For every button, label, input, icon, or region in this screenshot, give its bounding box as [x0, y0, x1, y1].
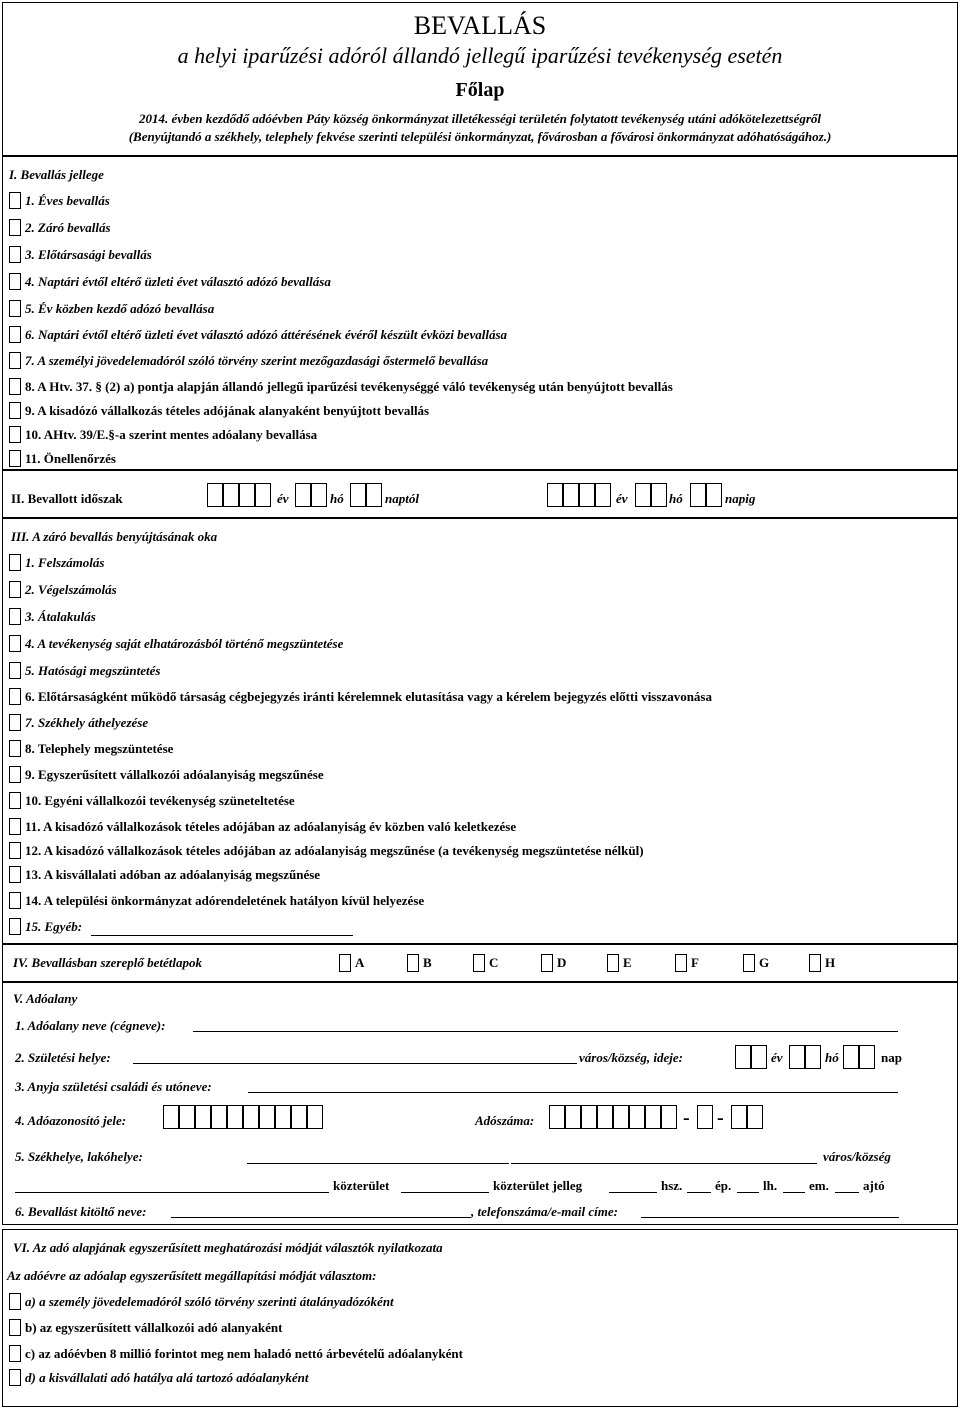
door-line[interactable]: [835, 1192, 859, 1193]
declaration-type-checkbox[interactable]: [9, 450, 21, 467]
closing-reason-label: 2. Végelszámolás: [25, 582, 117, 597]
birth-year-box[interactable]: [751, 1045, 767, 1069]
period-to-month-label: hó: [669, 491, 683, 506]
closing-reason-label: 10. Egyéni vállalkozói tevékenység szüneteltetése: [25, 793, 295, 808]
declaration-type-label: 2. Záró bevallás: [25, 220, 111, 235]
declaration-type-label: 10. AHtv. 39/E.§-a szerint mentes adóalany bevallása: [25, 427, 318, 442]
section-taxpayer: [2, 982, 958, 1225]
birth-month-box[interactable]: [805, 1045, 821, 1069]
section-1-heading: I. Bevallás jellege: [9, 167, 104, 182]
period-to-year-box[interactable]: [579, 483, 595, 507]
section-4-heading: IV. Bevallásban szereplő betétlapok: [13, 955, 202, 970]
declaration-type-checkbox[interactable]: [9, 300, 21, 317]
birth-month-label: hó: [825, 1050, 839, 1065]
closing-reason-label: 9. Egyszerűsített vállalkozói adóalanyiság megszűnése: [25, 767, 324, 782]
closing-reason-label: 6. Előtársaságként működő társaság cégbejegyzés iránti kérelemnek elutasítása vagy a kérelem bejegyzés előtti visszavonása: [25, 689, 712, 704]
tax-id-box[interactable]: [243, 1105, 259, 1129]
tax-id-box[interactable]: [227, 1105, 243, 1129]
street-type-label: közterület jelleg: [493, 1178, 583, 1193]
header-section: [2, 2, 958, 156]
tax-number-box[interactable]: [597, 1105, 613, 1129]
attachment-letter: F: [691, 955, 699, 970]
declaration-type-checkbox[interactable]: [9, 402, 21, 419]
attachment-letter: B: [423, 955, 432, 970]
period-to-year-box[interactable]: [563, 483, 579, 507]
attachment-checkbox[interactable]: [541, 954, 553, 972]
period-to-day-box[interactable]: [706, 483, 722, 507]
tax-id-box[interactable]: [163, 1105, 179, 1129]
form-page-label: Főlap: [455, 79, 505, 101]
simplified-method-label: c) az adóévben 8 millió forintot meg nem haladó nettó árbevételű adóalanyként: [25, 1346, 463, 1361]
seat-city-label: város/község: [823, 1149, 891, 1164]
birth-month-box[interactable]: [789, 1045, 805, 1069]
tax-number-county-box[interactable]: [731, 1105, 747, 1129]
period-to-year-box[interactable]: [547, 483, 563, 507]
simplified-method-checkbox[interactable]: [9, 1369, 21, 1386]
closing-reason-checkbox[interactable]: [9, 892, 21, 909]
declaration-type-checkbox[interactable]: [9, 273, 21, 290]
house-number-label: hsz.: [661, 1178, 683, 1193]
tax-number-box[interactable]: [645, 1105, 661, 1129]
attachment-letter: A: [355, 955, 365, 970]
tax-id-box[interactable]: [291, 1105, 307, 1129]
tax-number-label: Adószáma:: [475, 1113, 535, 1128]
closing-reason-label: 12. A kisadózó vállalkozások tételes adójában az adóalanyiság megszűnése (a tevékenység megszüntetése nélkül): [25, 843, 644, 858]
period-to-day-box[interactable]: [690, 483, 706, 507]
taxpayer-name-label: 1. Adóalany neve (cégneve):: [15, 1018, 166, 1033]
street-label: közterület: [333, 1178, 390, 1193]
period-from-year-box[interactable]: [255, 483, 271, 507]
closing-reason-checkbox[interactable]: [9, 714, 21, 731]
simplified-method-label: b) az egyszerűsített vállalkozói adó alanyaként: [25, 1320, 283, 1335]
section-attachments: [2, 944, 958, 982]
filler-phone-label: , telefonszáma/e-mail címe:: [471, 1204, 618, 1219]
birth-day-box[interactable]: [843, 1045, 859, 1069]
closing-reason-label: 4. A tevékenység saját elhatározásból történő megszüntetése: [25, 636, 344, 651]
attachment-checkbox[interactable]: [339, 954, 351, 972]
simplified-method-checkbox[interactable]: [9, 1293, 21, 1310]
declaration-type-label: 1. Éves bevallás: [25, 193, 110, 208]
filler-name-label: 6. Bevallást kitöltő neve:: [15, 1204, 147, 1219]
period-from-month-label: hó: [330, 491, 344, 506]
filler-name-line[interactable]: [171, 1217, 471, 1218]
closing-reason-label: 13. A kisvállalati adóban az adóalanyiság megszűnése: [25, 867, 321, 882]
street-type-line[interactable]: [401, 1192, 489, 1193]
closing-reason-label: 5. Hatósági megszüntetés: [25, 663, 161, 678]
door-label: ajtó: [863, 1178, 885, 1193]
period-to-year-label: év: [616, 491, 628, 506]
floor-label: em.: [809, 1178, 829, 1193]
period-from-day-label: naptól: [385, 491, 419, 506]
tax-number-box[interactable]: [629, 1105, 645, 1129]
declaration-type-label: 9. A kisadózó vállalkozás tételes adójának alanyaként benyújtott bevallás: [25, 403, 430, 418]
attachment-checkbox[interactable]: [607, 954, 619, 972]
simplified-method-checkbox[interactable]: [9, 1319, 21, 1336]
closing-reason-checkbox[interactable]: [9, 688, 21, 705]
declaration-type-checkbox[interactable]: [9, 219, 21, 236]
attachment-checkbox[interactable]: [809, 954, 821, 972]
tax-number-box[interactable]: [549, 1105, 565, 1129]
closing-reason-checkbox[interactable]: [9, 662, 21, 679]
section-3-heading: III. A záró bevallás benyújtásának oka: [11, 529, 218, 544]
street-line[interactable]: [15, 1192, 329, 1193]
declaration-type-label: 11. Önellenőrzés: [25, 451, 116, 466]
section-period: [2, 470, 958, 518]
seat-city-line[interactable]: [511, 1163, 817, 1164]
attachment-letter: C: [489, 955, 499, 970]
declaration-type-label: 5. Év közben kezdő adózó bevallása: [25, 301, 215, 316]
birth-year-label: év: [771, 1050, 783, 1065]
declaration-type-checkbox[interactable]: [9, 426, 21, 443]
form-title: BEVALLÁS: [413, 11, 547, 40]
birth-day-label: nap: [881, 1050, 902, 1065]
closing-reason-checkbox[interactable]: [9, 581, 21, 598]
birth-year-box[interactable]: [735, 1045, 751, 1069]
tax-id-label: 4. Adóazonosító jele:: [15, 1113, 127, 1128]
attachment-checkbox[interactable]: [407, 954, 419, 972]
filler-phone-line[interactable]: [641, 1217, 899, 1218]
tax-number-box[interactable]: [565, 1105, 581, 1129]
tax-number-box[interactable]: [661, 1105, 677, 1129]
stairway-label: lh.: [763, 1178, 778, 1193]
declaration-type-label: 8. A Htv. 37. § (2) a) pontja alapján állandó jellegű iparűzési tevékenységgé váló tevékenység után benyújtott bevallás: [25, 379, 673, 394]
attachment-checkbox[interactable]: [743, 954, 755, 972]
house-number-line[interactable]: [609, 1192, 657, 1193]
period-from-year-box[interactable]: [239, 483, 255, 507]
declaration-type-checkbox[interactable]: [9, 352, 21, 369]
attachment-letter: G: [759, 955, 770, 970]
closing-reason-label: 3. Átalakulás: [25, 609, 96, 624]
simplified-method-label: a) a személy jövedelemadóról szóló törvény szerinti átalányadózóként: [25, 1294, 394, 1309]
attachment-letter: D: [557, 955, 567, 970]
tax-number-box[interactable]: [581, 1105, 597, 1129]
closing-reason-checkbox[interactable]: [9, 740, 21, 757]
attachment-checkbox[interactable]: [473, 954, 485, 972]
attachment-letter: H: [825, 955, 836, 970]
mother-name-label: 3. Anyja születési családi és utóneve:: [15, 1079, 212, 1094]
closing-reason-label: 11. A kisadózó vállalkozások tételes adójában az adóalanyiság év közben való keletkezése: [25, 819, 517, 834]
taxpayer-name-line[interactable]: [193, 1031, 898, 1032]
closing-reason-checkbox[interactable]: [9, 766, 21, 783]
closing-reason-label: 1. Felszámolás: [25, 555, 105, 570]
tax-number-dash-1: -: [683, 1107, 690, 1129]
tax-id-box[interactable]: [195, 1105, 211, 1129]
city-date-label: város/község, ideje:: [579, 1050, 683, 1065]
declaration-type-label: 7. A személyi jövedelemadóról szóló törvény szerint mezőgazdasági őstermelő bevallása: [25, 353, 489, 368]
other-reason-line[interactable]: [91, 935, 353, 936]
declaration-type-checkbox[interactable]: [9, 192, 21, 209]
declaration-type-label: 3. Előtársasági bevallás: [25, 247, 152, 262]
closing-reason-label: 14. A települési önkormányzat adórendeletének hatályon kívül helyezése: [25, 893, 425, 908]
period-to-year-box[interactable]: [595, 483, 611, 507]
tax-number-county-box[interactable]: [747, 1105, 763, 1129]
closing-reason-checkbox[interactable]: [9, 554, 21, 571]
section-2-heading: II. Bevallott időszak: [11, 491, 123, 506]
birth-place-line[interactable]: [133, 1063, 577, 1064]
section-5-heading: V. Adóalany: [13, 991, 78, 1006]
tax-number-box[interactable]: [613, 1105, 629, 1129]
closing-reason-checkbox[interactable]: [9, 918, 21, 935]
tax-number-vat-box[interactable]: [697, 1105, 713, 1129]
section-6-intro: Az adóévre az adóalap egyszerűsített megállapítási módját választom:: [7, 1268, 377, 1283]
stairway-line[interactable]: [737, 1192, 759, 1193]
floor-line[interactable]: [783, 1192, 805, 1193]
attachment-letter: E: [623, 955, 632, 970]
seat-label: 5. Székhelye, lakóhelye:: [15, 1149, 143, 1164]
declaration-type-label: 4. Naptári évtől eltérő üzleti évet választó adózó bevallása: [25, 274, 331, 289]
period-from-year-box[interactable]: [223, 483, 239, 507]
closing-reason-checkbox[interactable]: [9, 792, 21, 809]
tax-id-box[interactable]: [179, 1105, 195, 1129]
tax-id-box[interactable]: [307, 1105, 323, 1129]
declaration-type-label: 6. Naptári évtől eltérő üzleti évet választó adózó áttérésének évéről készült évközi bevallása: [25, 327, 508, 342]
closing-reason-checkbox[interactable]: [9, 866, 21, 883]
period-to-month-box[interactable]: [651, 483, 667, 507]
form-subtitle: a helyi iparűzési adóról állandó jellegű iparűzési tevékenység esetén: [177, 43, 783, 68]
seat-postcode-line[interactable]: [247, 1163, 509, 1164]
section-6-heading: VI. Az adó alapjának egyszerűsített meghatározási módját választók nyilatkozata: [13, 1240, 443, 1255]
simplified-method-label: d) a kisvállalati adó hatálya alá tartozó adóalanyként: [25, 1370, 309, 1385]
period-from-day-box[interactable]: [366, 483, 382, 507]
closing-reason-label: 15. Egyéb:: [25, 919, 83, 934]
tax-number-dash-2: -: [717, 1107, 724, 1129]
period-from-year-box[interactable]: [207, 483, 223, 507]
period-from-month-box[interactable]: [295, 483, 311, 507]
section-closing-reason: [2, 518, 958, 944]
attachment-checkbox[interactable]: [675, 954, 687, 972]
birth-day-box[interactable]: [859, 1045, 875, 1069]
closing-reason-label: 8. Telephely megszüntetése: [25, 741, 174, 756]
section-simplified-method: [2, 1229, 958, 1407]
period-from-month-box[interactable]: [311, 483, 327, 507]
simplified-method-checkbox[interactable]: [9, 1345, 21, 1362]
building-line[interactable]: [687, 1192, 711, 1193]
declaration-type-checkbox[interactable]: [9, 246, 21, 263]
section-declaration-type: [2, 156, 958, 470]
closing-reason-label: 7. Székhely áthelyezése: [25, 715, 149, 730]
closing-reason-checkbox[interactable]: [9, 818, 21, 835]
declaration-type-checkbox[interactable]: [9, 378, 21, 395]
period-from-day-box[interactable]: [350, 483, 366, 507]
header-line-1: 2014. évben kezdődő adóévben Páty község önkormányzat illetékességi területén folytatott tevékenység utáni adókötelezettségről: [138, 111, 822, 126]
header-line-2: (Benyújtandó a székhely, telephely fekvése szerinti települési önkormányzat, fővárosban a fővárosi önkormányzat adóhatóságához.): [128, 129, 832, 144]
period-to-month-box[interactable]: [635, 483, 651, 507]
closing-reason-checkbox[interactable]: [9, 608, 21, 625]
closing-reason-checkbox[interactable]: [9, 635, 21, 652]
closing-reason-checkbox[interactable]: [9, 842, 21, 859]
declaration-type-checkbox[interactable]: [9, 326, 21, 343]
mother-name-line[interactable]: [248, 1092, 898, 1093]
period-from-year-label: év: [277, 491, 289, 506]
tax-id-box[interactable]: [275, 1105, 291, 1129]
tax-id-box[interactable]: [211, 1105, 227, 1129]
building-label: ép.: [715, 1178, 732, 1193]
tax-id-box[interactable]: [259, 1105, 275, 1129]
period-to-day-label: napig: [725, 491, 756, 506]
birth-place-label: 2. Születési helye:: [15, 1050, 111, 1065]
